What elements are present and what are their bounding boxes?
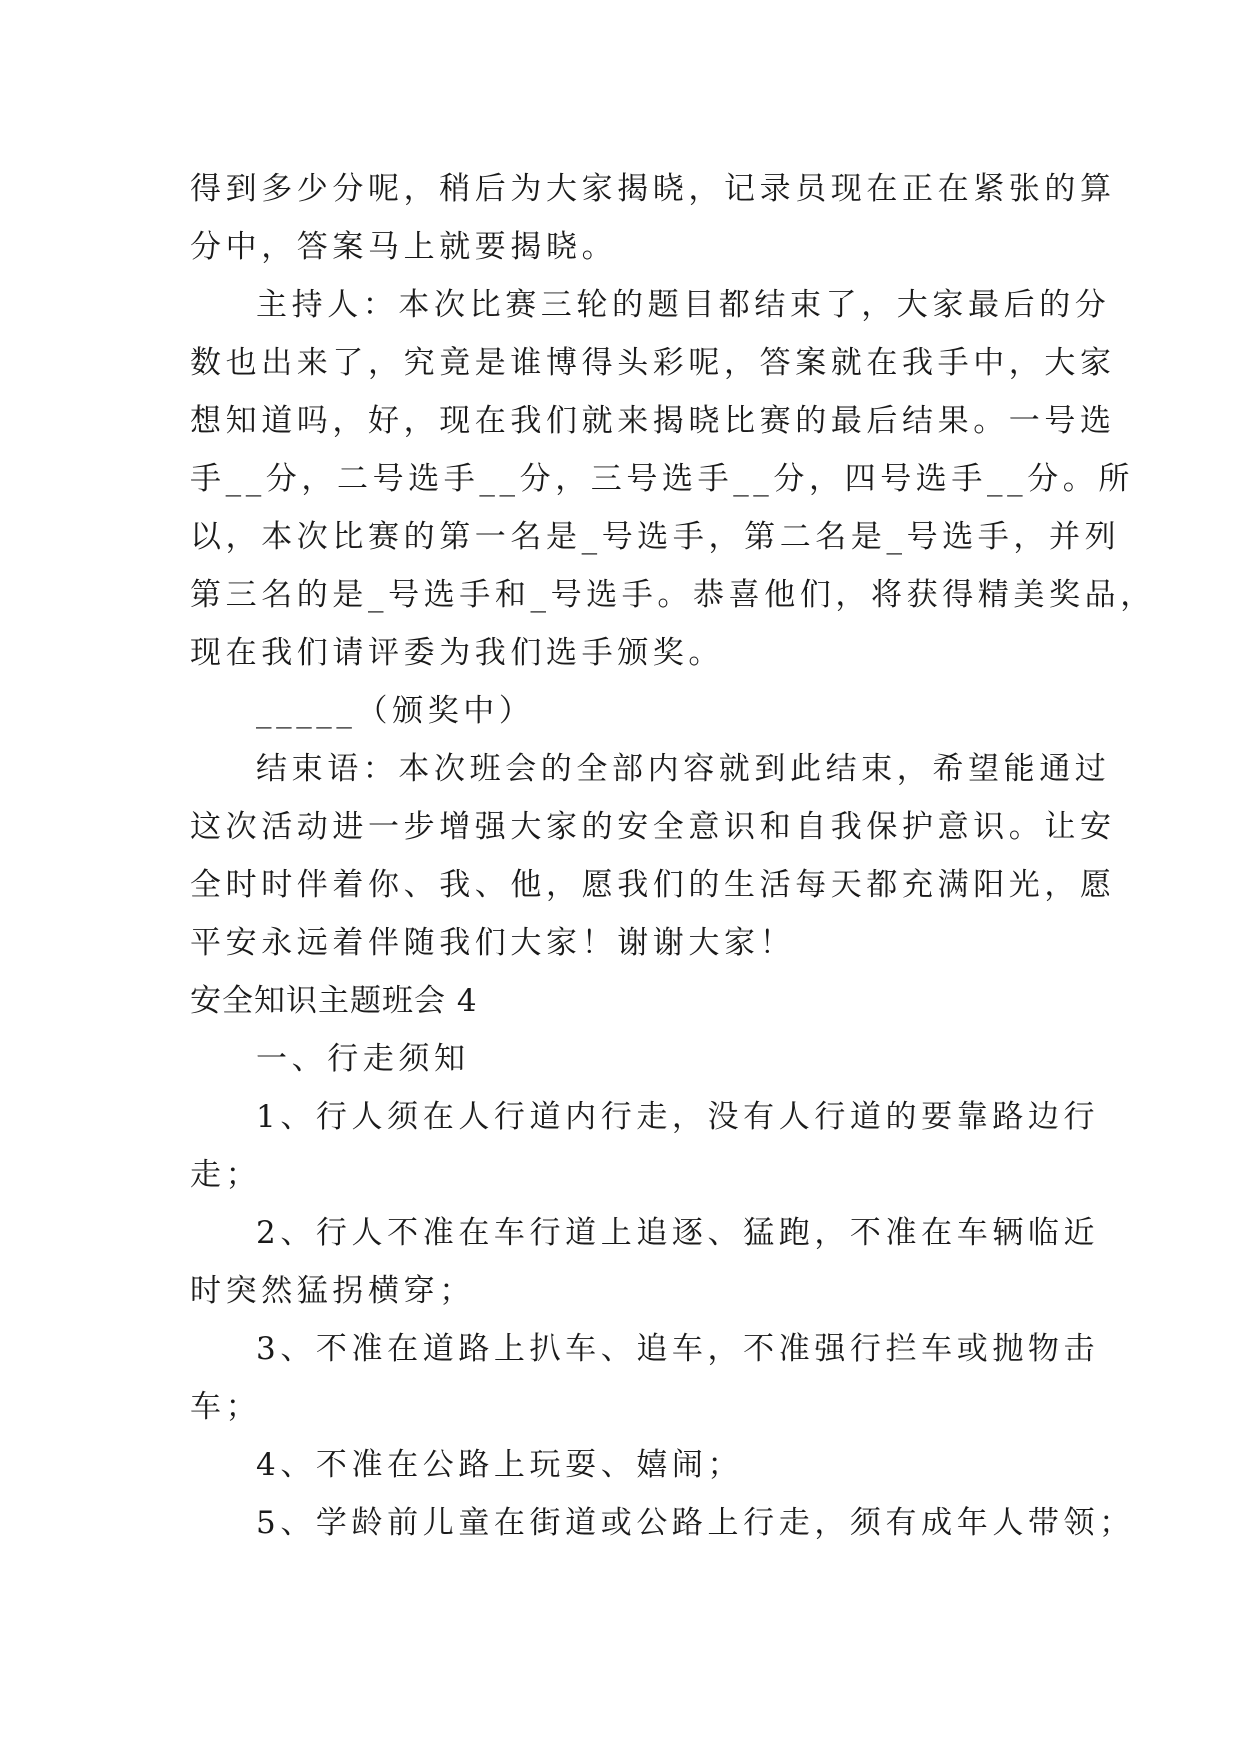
text-line: 想知道吗，好，现在我们就来揭晓比赛的最后结果。一号选 [190,403,1116,439]
document-page [190,160,1156,1552]
text-line: 这次活动进一步增强大家的安全意识和自我保护意识。让安 [190,809,1116,845]
text-line: 现在我们请评委为我们选手颁奖。 [190,635,724,671]
paragraph-closing: 结束语：本次班会的全部内容就到此结束，希望能通过 [256,751,1111,787]
text-line: 全时时伴着你、我、他，愿我们的生活每天都充满阳光，愿 [190,867,1116,903]
award-note: _____（颁奖中） [256,693,535,729]
list-item: 3、不准在道路上扒车、追车，不准强行拦车或抛物击 [256,1331,1100,1367]
text-line: 手__分，二号选手__分，三号选手__分，四号选手__分。所 [190,461,1134,497]
section-title: 安全知识主题班会 4 [190,983,478,1019]
text-line: 分中，答案马上就要揭晓。 [190,229,618,265]
text-line: 得到多少分呢，稍后为大家揭晓，记录员现在正在紧张的算 [190,171,1116,207]
text-line: 走； [190,1157,262,1193]
text-line: 车； [190,1389,262,1425]
text-line: 数也出来了，究竟是谁博得头彩呢，答案就在我手中，大家 [190,345,1116,381]
paragraph-host-result: 主持人：本次比赛三轮的题目都结束了，大家最后的分 [256,287,1111,323]
subsection-title: 一、行走须知 [256,1041,470,1077]
list-item: 1、行人须在人行道内行走，没有人行道的要靠路边行 [256,1099,1100,1135]
text-line: 时突然猛拐横穿； [190,1273,475,1309]
text-line: 第三名的是_号选手和_号选手。恭喜他们，将获得精美奖品， [190,577,1156,613]
text-line: 以，本次比赛的第一名是_号选手，第二名是_号选手，并列 [190,519,1121,555]
list-item: 2、行人不准在车行道上追逐、猛跑，不准在车辆临近 [256,1215,1100,1251]
text-line: 平安永远着伴随我们大家！谢谢大家！ [190,925,796,961]
list-item: 5、学龄前儿童在街道或公路上行走，须有成年人带领； [256,1505,1135,1541]
list-item: 4、不准在公路上玩耍、嬉闹； [256,1447,744,1483]
